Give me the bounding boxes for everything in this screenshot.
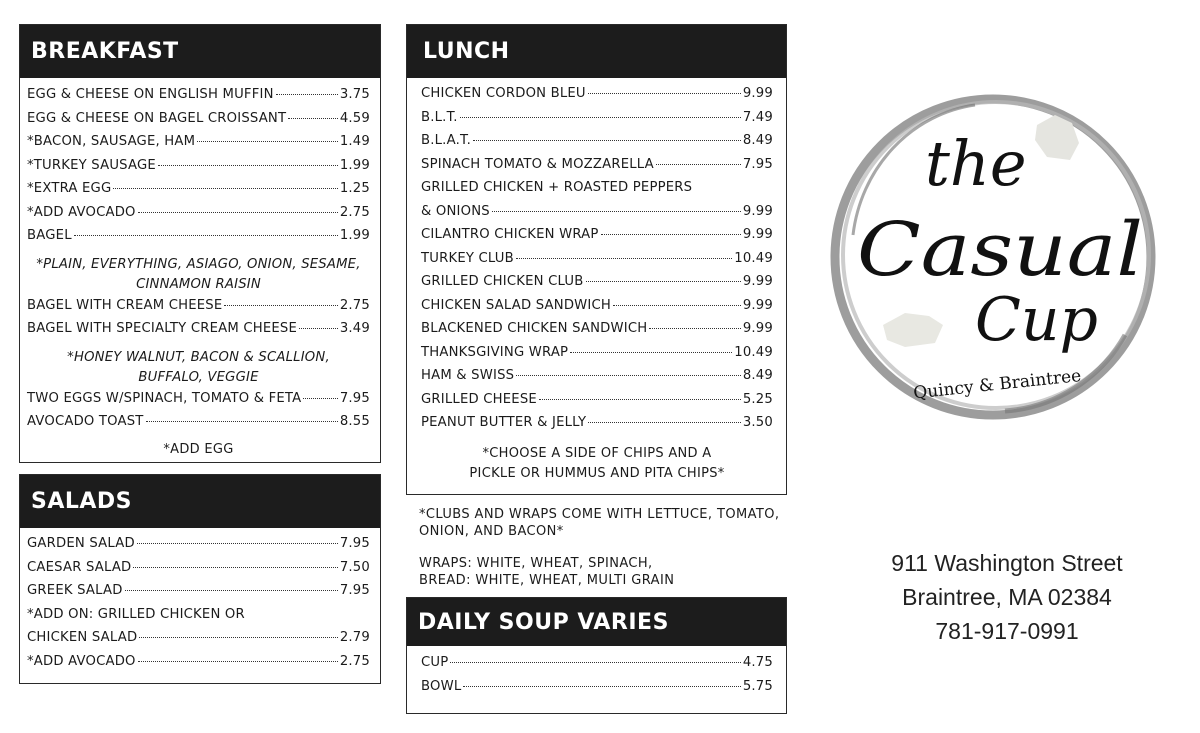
menu-item bbox=[27, 181, 370, 205]
menu-item bbox=[421, 133, 773, 157]
dot-leader bbox=[588, 93, 741, 94]
menu-item-price: 9.99 bbox=[742, 321, 773, 336]
menu-item-name: *BACON, SAUSAGE, HAM bbox=[27, 134, 196, 149]
menu-item bbox=[27, 414, 370, 438]
dot-leader bbox=[113, 188, 337, 189]
menu-item bbox=[27, 560, 370, 584]
menu-item bbox=[421, 655, 773, 679]
clubs-wraps-note: *CLUBS AND WRAPS COME WITH LETTUCE, TOMATO, ONION, AND BACON* bbox=[419, 507, 780, 539]
menu-item bbox=[421, 86, 773, 110]
menu-item-price: 5.25 bbox=[742, 391, 773, 407]
casual-cup-logo bbox=[825, 85, 1165, 430]
menu-item bbox=[421, 298, 773, 322]
menu-item-name: TURKEY CLUB bbox=[421, 250, 514, 266]
salad-addon-line: *ADD ON: GRILLED CHICKEN OR bbox=[27, 606, 245, 622]
menu-item-price: 7.95 bbox=[339, 536, 370, 551]
lunch-section bbox=[406, 24, 787, 495]
cream-splash-icon bbox=[883, 313, 943, 347]
dot-leader bbox=[450, 662, 740, 663]
dot-leader bbox=[138, 212, 338, 213]
dot-leader bbox=[516, 258, 732, 259]
menu-item bbox=[421, 204, 773, 228]
salads-items bbox=[20, 528, 380, 677]
menu-item-name: BLACKENED CHICKEN SANDWICH bbox=[421, 321, 648, 336]
dot-leader bbox=[158, 165, 338, 166]
menu-item-price: 3.50 bbox=[742, 415, 773, 430]
menu-item-name: GARDEN SALAD bbox=[27, 536, 135, 551]
menu-item-name: EGG & CHEESE ON BAGEL CROISSANT bbox=[27, 110, 287, 126]
menu-item bbox=[421, 251, 773, 275]
menu-item-name: TWO EGGS W/SPINACH, TOMATO & FETA bbox=[27, 390, 302, 406]
bagel-flavors-note: *PLAIN, EVERYTHING, ASIAGO, ONION, SESAME, CINNAMON RAISIN bbox=[36, 256, 361, 292]
menu-item-name: GREEK SALAD bbox=[27, 583, 123, 598]
menu-item bbox=[27, 134, 370, 158]
menu-item-price: 10.49 bbox=[734, 344, 773, 360]
lunch-side-note: *CHOOSE A SIDE OF CHIPS AND A PICKLE OR HUMMUS AND PITA CHIPS* bbox=[469, 445, 725, 481]
dot-leader bbox=[299, 328, 338, 329]
menu-item-price: 2.79 bbox=[339, 630, 370, 645]
menu-item-price: 9.99 bbox=[742, 86, 773, 101]
dot-leader bbox=[276, 94, 338, 95]
menu-item-name: CHICKEN SALAD bbox=[27, 630, 138, 645]
dot-leader bbox=[137, 543, 338, 544]
address-city: Braintree, MA 02384 bbox=[902, 584, 1112, 610]
dot-leader bbox=[303, 398, 337, 399]
dot-leader bbox=[288, 118, 338, 119]
menu-item bbox=[27, 111, 370, 135]
menu-item-price: 5.75 bbox=[742, 678, 773, 694]
logo-locations: Quincy & Braintree bbox=[912, 366, 1083, 404]
menu-item-price: 8.49 bbox=[742, 368, 773, 383]
lunch-items bbox=[407, 78, 786, 484]
menu-item-name: HAM & SWISS bbox=[421, 368, 515, 383]
menu-item bbox=[27, 536, 370, 560]
address-street: 911 Washington Street bbox=[891, 550, 1123, 576]
menu-item bbox=[27, 391, 370, 415]
menu-item bbox=[421, 321, 773, 345]
menu-item-name: B.L.A.T. bbox=[421, 133, 472, 148]
bread-options-note: WRAPS: WHITE, WHEAT, SPINACH, BREAD: WHITE, WHEAT, MULTI GRAIN bbox=[419, 556, 675, 588]
breakfast-header: BREAKFAST bbox=[20, 25, 380, 78]
dot-leader bbox=[649, 328, 740, 329]
menu-item bbox=[27, 205, 370, 229]
breakfast-section bbox=[19, 24, 381, 463]
menu-item bbox=[27, 583, 370, 607]
menu-item-price: 4.59 bbox=[339, 110, 370, 126]
breakfast-items bbox=[20, 78, 380, 460]
dot-leader bbox=[460, 117, 741, 118]
menu-item-price: 9.99 bbox=[742, 274, 773, 289]
menu-item-price: 7.95 bbox=[339, 583, 370, 598]
dot-leader bbox=[473, 140, 741, 141]
menu-item-name: GRILLED CHEESE bbox=[421, 391, 537, 407]
menu-item-name: THANKSGIVING WRAP bbox=[421, 344, 569, 360]
dot-leader bbox=[570, 352, 732, 353]
menu-item-price: 3.75 bbox=[339, 87, 370, 102]
dot-leader bbox=[586, 281, 741, 282]
menu-item-name: CHICKEN CORDON BLEU bbox=[421, 86, 586, 101]
menu-item bbox=[27, 158, 370, 182]
menu-item-name: AVOCADO TOAST bbox=[27, 414, 144, 429]
dot-leader bbox=[656, 164, 741, 165]
menu-item-name: CHICKEN SALAD SANDWICH bbox=[421, 297, 612, 313]
menu-item-name: BOWL bbox=[421, 678, 462, 694]
menu-item-name: *ADD AVOCADO bbox=[27, 204, 136, 220]
add-egg-note: *ADD EGG bbox=[163, 441, 234, 457]
menu-item-name: *EXTRA EGG bbox=[27, 181, 112, 196]
menu-item-name: *TURKEY SAUSAGE bbox=[27, 157, 156, 173]
menu-item-price: 3.49 bbox=[339, 321, 370, 336]
dot-leader bbox=[138, 661, 338, 662]
menu-item bbox=[421, 157, 773, 181]
logo-the: the bbox=[925, 127, 1027, 200]
menu-item-price: 9.99 bbox=[742, 227, 773, 242]
menu-item-name: BAGEL WITH CREAM CHEESE bbox=[27, 297, 223, 313]
menu-item bbox=[421, 227, 773, 251]
logo-graphic bbox=[825, 85, 1165, 430]
dot-leader bbox=[197, 141, 338, 142]
menu-item-price: 9.99 bbox=[742, 297, 773, 313]
menu-item-name: *ADD AVOCADO bbox=[27, 653, 136, 669]
menu-item-name: B.L.T. bbox=[421, 109, 458, 125]
dot-leader bbox=[463, 686, 740, 687]
menu-item-price: 1.99 bbox=[339, 228, 370, 243]
menu-item-price: 9.99 bbox=[742, 203, 773, 219]
menu-item bbox=[27, 298, 370, 322]
menu-item-name: CUP bbox=[421, 655, 449, 670]
menu-item-name: CAESAR SALAD bbox=[27, 559, 132, 575]
menu-item-price: 2.75 bbox=[339, 204, 370, 220]
menu-item-name: PEANUT BUTTER & JELLY bbox=[421, 415, 587, 430]
dot-leader bbox=[516, 375, 741, 376]
dot-leader bbox=[146, 421, 338, 422]
lunch-grilled-line: GRILLED CHICKEN + ROASTED PEPPERS bbox=[421, 180, 693, 195]
menu-item bbox=[421, 415, 773, 439]
menu-item-name: SPINACH TOMATO & MOZZARELLA bbox=[421, 156, 654, 172]
menu-item-price: 1.25 bbox=[339, 181, 370, 196]
menu-item bbox=[27, 654, 370, 678]
soup-section bbox=[406, 597, 787, 714]
dot-leader bbox=[588, 422, 741, 423]
menu-item-name: BAGEL bbox=[27, 228, 72, 243]
lunch-header: LUNCH bbox=[407, 25, 786, 78]
dot-leader bbox=[492, 211, 741, 212]
dot-leader bbox=[139, 637, 338, 638]
menu-item-name: GRILLED CHICKEN CLUB bbox=[421, 274, 584, 289]
menu-item-price: 7.50 bbox=[339, 559, 370, 575]
menu-item-price: 8.55 bbox=[339, 414, 370, 429]
menu-item bbox=[421, 368, 773, 392]
logo-casual: Casual bbox=[857, 207, 1143, 293]
cream-cheese-flavors-note: *HONEY WALNUT, BACON & SCALLION, BUFFALO, VEGGIE bbox=[67, 349, 330, 385]
menu-item-price: 1.49 bbox=[339, 134, 370, 149]
phone-number[interactable]: 781-917-0991 bbox=[935, 618, 1079, 644]
menu-item-price: 7.95 bbox=[742, 156, 773, 172]
dot-leader bbox=[613, 305, 741, 306]
soup-header: DAILY SOUP VARIES bbox=[407, 598, 786, 646]
menu-item-name: EGG & CHEESE ON ENGLISH MUFFIN bbox=[27, 87, 274, 102]
menu-item bbox=[27, 87, 370, 111]
menu-item-price: 4.75 bbox=[742, 655, 773, 670]
menu-item-price: 7.95 bbox=[339, 390, 370, 406]
menu-item-price: 8.49 bbox=[742, 133, 773, 148]
dot-leader bbox=[133, 567, 337, 568]
menu-item-price: 2.75 bbox=[339, 297, 370, 313]
soup-items bbox=[407, 646, 786, 702]
dot-leader bbox=[74, 235, 338, 236]
dot-leader bbox=[125, 590, 338, 591]
menu-item bbox=[27, 228, 370, 252]
menu-item bbox=[421, 110, 773, 134]
menu-item-price: 2.75 bbox=[339, 653, 370, 669]
menu-item bbox=[421, 679, 773, 703]
salads-header: SALADS bbox=[20, 475, 380, 528]
menu-item-price: 7.49 bbox=[742, 109, 773, 125]
address-block bbox=[862, 546, 1152, 648]
salads-section bbox=[19, 474, 381, 684]
dot-leader bbox=[539, 399, 741, 400]
dot-leader bbox=[224, 305, 337, 306]
dot-leader bbox=[601, 234, 741, 235]
menu-item bbox=[27, 630, 370, 654]
menu-item-price: 10.49 bbox=[734, 250, 773, 266]
menu-item bbox=[27, 321, 370, 345]
menu-item bbox=[421, 274, 773, 298]
menu-item-name: BAGEL WITH SPECIALTY CREAM CHEESE bbox=[27, 321, 298, 336]
menu-item bbox=[421, 392, 773, 416]
logo-cup: Cup bbox=[975, 285, 1098, 355]
menu-item-price: 1.99 bbox=[339, 157, 370, 173]
menu-item-name: & ONIONS bbox=[421, 203, 490, 219]
menu-item-name: CILANTRO CHICKEN WRAP bbox=[421, 227, 599, 242]
menu-item bbox=[421, 345, 773, 369]
